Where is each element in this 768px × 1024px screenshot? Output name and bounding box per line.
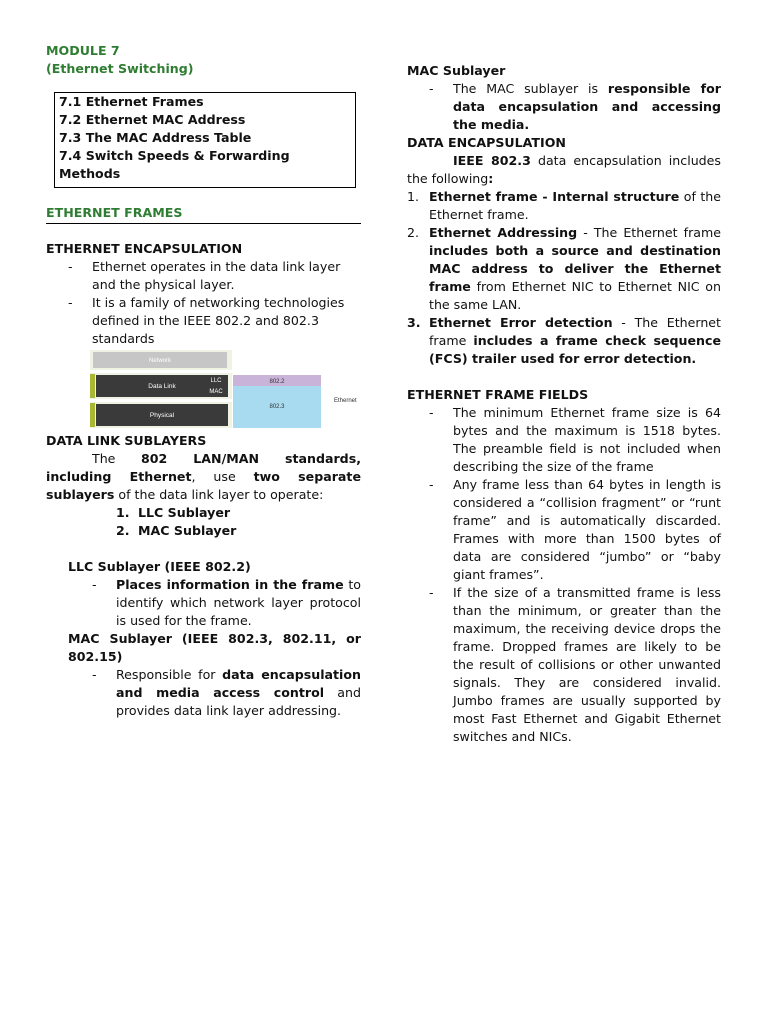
list-item: - If the size of a transmitted frame is less than the minimum, or greater than the maximum, the receiving device drops the frame. Dropped frames are likely to be the result of collisions or other unwanted signals. They are considered invalid. Jumbo frames are usually supported by most Fast Ethernet and Gigabit Ethernet switches and NICs.: [429, 585, 721, 744]
mac-left-heading: MAC Sublayer (IEEE 802.3, 802.11, or 802.15): [68, 631, 361, 664]
osi-ethernet-diagram: [90, 350, 364, 428]
left-column: [46, 42, 361, 720]
module-title: MODULE 7: [46, 43, 120, 58]
toc-item: 7.2 Ethernet MAC Address: [59, 112, 246, 127]
sublayers-heading: DATA LINK SUBLAYERS: [46, 433, 207, 448]
toc-item: 7.3 The MAC Address Table: [59, 130, 252, 145]
module-subtitle: (Ethernet Switching): [46, 61, 194, 76]
toc-item: 7.4 Switch Speeds & Forwarding Methods: [59, 148, 290, 181]
physical-accent: [90, 403, 95, 427]
list-item: - The minimum Ethernet frame size is 64 bytes and the maximum is 1518 bytes. The preamble field is not included when describing the size of the frame: [429, 405, 721, 474]
table-of-contents: [54, 92, 356, 188]
std-8023-label: 802.3: [269, 404, 285, 410]
encapsulation-heading: ETHERNET ENCAPSULATION: [46, 241, 243, 256]
mac-right-heading: MAC Sublayer: [407, 63, 506, 78]
list-item: - The MAC sublayer is responsible for data encapsulation and accessing the media.: [429, 81, 722, 132]
right-column: [407, 62, 721, 746]
list-item: - Responsible for data encapsulation and media access control and provides data link layer addressing.: [92, 667, 361, 718]
data-encap-intro: IEEE 802.3 data encapsulation includes the following:: [407, 153, 721, 186]
datalink-label: Data Link: [148, 383, 176, 390]
list-item: - It is a family of networking technologies defined in the IEEE 802.2 and 802.3 standards: [68, 295, 345, 346]
std-8022-label: 802.2: [269, 379, 285, 385]
frame-fields-heading: ETHERNET FRAME FIELDS: [407, 387, 589, 402]
llc-label: LLC: [210, 378, 222, 384]
data-encap-heading: DATA ENCAPSULATION: [407, 135, 566, 150]
list-item: - Places information in the frame to identify which network layer protocol is used for the frame.: [92, 577, 361, 628]
list-item: 2. MAC Sublayer: [116, 523, 237, 538]
physical-label: Physical: [149, 412, 175, 419]
section-heading: ETHERNET FRAMES: [46, 204, 361, 224]
list-item: 1. LLC Sublayer: [116, 505, 231, 520]
list-item: 2. Ethernet Addressing - The Ethernet frame includes both a source and destination MAC address to deliver the Ethernet frame from Ethernet NIC to Ethernet NIC on the same LAN.: [407, 225, 721, 312]
list-item: 3. Ethernet Error detection - The Ethernet frame includes a frame check sequence (FCS) trailer used for error detection.: [407, 315, 721, 366]
toc-item: 7.1 Ethernet Frames: [59, 94, 204, 109]
sublayers-intro: The 802 LAN/MAN standards, including Ethernet, use two separate sublayers of the data link layer to operate:: [46, 451, 361, 502]
network-label: Network: [148, 358, 172, 364]
list-item: - Ethernet operates in the data link layer and the physical layer.: [68, 259, 341, 292]
datalink-accent: [90, 374, 95, 398]
diagram-svg: [90, 350, 364, 428]
mac-label: MAC: [209, 389, 223, 395]
ethernet-label: Ethernet: [334, 398, 357, 404]
list-item: 1. Ethernet frame - Internal structure of the Ethernet frame.: [407, 189, 721, 222]
list-item: - Any frame less than 64 bytes in length is considered a “collision fragment” or “runt frame” and is automatically discarded. Frames with more than 1500 bytes of data are considered “jumbo” or “baby giant frames”.: [429, 477, 721, 582]
llc-heading: LLC Sublayer (IEEE 802.2): [68, 559, 251, 574]
